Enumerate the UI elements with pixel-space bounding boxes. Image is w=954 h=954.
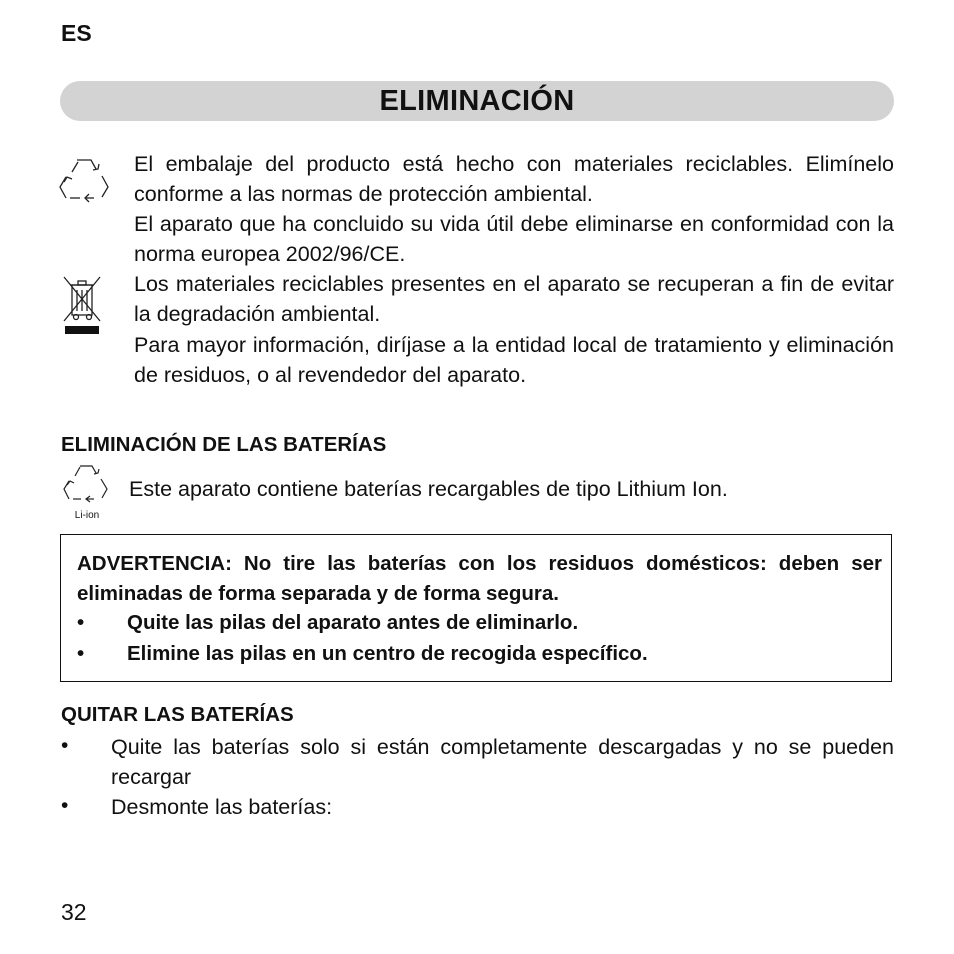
warning-box bbox=[60, 534, 892, 682]
section-title-bar bbox=[60, 81, 894, 121]
recycle-icon bbox=[58, 156, 110, 209]
page-number: 32 bbox=[61, 899, 87, 925]
batteries-disposal-heading: ELIMINACIÓN DE LAS BATERÍAS bbox=[61, 433, 387, 456]
page-title: ELIMINACIÓN bbox=[379, 84, 575, 117]
list-bullet: • bbox=[61, 734, 69, 757]
packaging-paragraph: El embalaje del producto está hecho con materiales reciclables. Elimínelo conforme a las normas de protección ambiental. bbox=[134, 152, 894, 206]
list-item: Desmonte las baterías: bbox=[111, 795, 333, 819]
warning-item: Elimine las pilas en un centro de recogida específico. bbox=[127, 642, 648, 665]
li-ion-recycle-icon bbox=[60, 462, 114, 521]
li-ion-label: Li-ion bbox=[74, 510, 100, 521]
list-item: Quite las baterías solo si están completamente descargadas y no se pueden recargar bbox=[111, 735, 894, 789]
lithium-ion-statement: Este aparato contiene baterías recargables de tipo Lithium Ion. bbox=[129, 477, 728, 501]
warning-bullet: • bbox=[77, 642, 85, 665]
recyclable-materials-paragraph: Los materiales reciclables presentes en el aparato se recuperan a fin de evitar la degradación ambiental. bbox=[134, 272, 894, 326]
warning-bullet: • bbox=[77, 611, 85, 634]
more-info-paragraph: Para mayor información, diríjase a la entidad local de tratamiento y eliminación de residuos, o al revendedor del aparato. bbox=[134, 333, 894, 387]
warning-item: Quite las pilas del aparato antes de eliminarlo. bbox=[127, 611, 579, 634]
list-bullet: • bbox=[61, 794, 69, 817]
remove-batteries-heading: QUITAR LAS BATERÍAS bbox=[61, 703, 294, 726]
warning-text: ADVERTENCIA: No tire las baterías con los residuos domésticos: deben ser eliminadas de forma separada y de forma segura. bbox=[77, 552, 882, 605]
crossed-bin-icon bbox=[62, 275, 102, 342]
language-code: ES bbox=[61, 20, 92, 46]
weee-directive-paragraph: El aparato que ha concluido su vida útil debe eliminarse en conformidad con la norma europea 2002/96/CE. bbox=[134, 212, 894, 266]
